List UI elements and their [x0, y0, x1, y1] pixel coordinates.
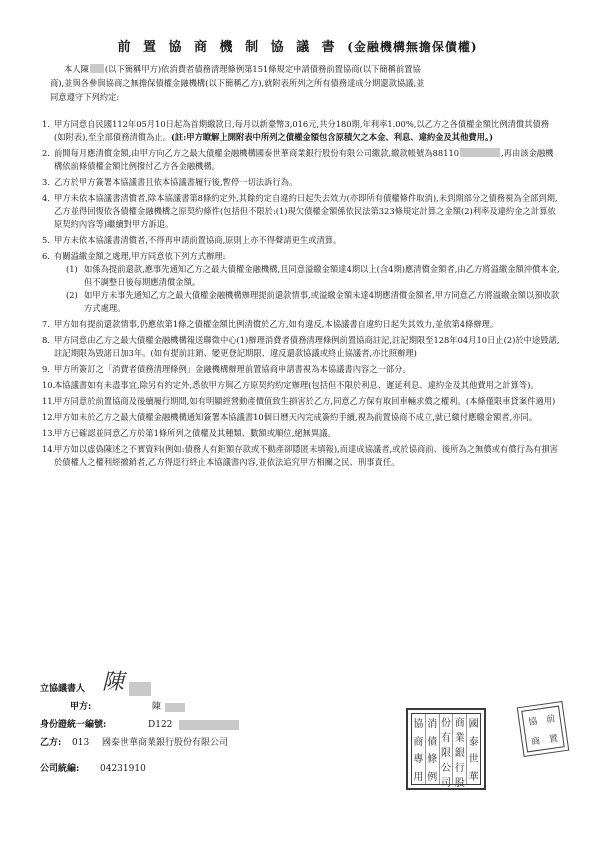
stamp-glyph: 例	[427, 771, 438, 783]
id-row	[40, 716, 420, 734]
stamp-glyph: 限	[441, 748, 451, 759]
clause-12	[42, 411, 560, 424]
intro-line2: 商),並與各參與協商之無擔保債權金融機構(以下簡稱乙方),就附表所列之所有債務達成分期還款協議,並	[50, 78, 425, 88]
clause-7	[42, 318, 560, 331]
redacted-id	[179, 720, 239, 730]
clause-2	[42, 147, 560, 173]
stamp-glyph: 商	[413, 736, 424, 748]
clause-text: 甲方如以虛偽陳述之不實資料(例如:債務人有鉅額存款或不動產卻隱匿未填報),而達成協議者,或於協商前、後所為之無償或有償行為有損害於債權人之權利經撤銷者,乙方得逕行終止本協議書內容,並依法追究甲方相關之民、刑事責任。	[54, 444, 559, 467]
signer-label: 立協議書人	[40, 684, 86, 694]
clause-text: 甲方同意於前置協商及後續履行期間,如有明顯經營動產價值致生損害於乙方,同意乙方保有取回車輛求償之權利。(本條僅限車貸案件適用)	[54, 396, 556, 406]
stamp-glyph: 有	[441, 733, 451, 744]
clause-number: 12.	[42, 412, 56, 422]
clause-10	[42, 379, 560, 392]
stamp-glyph: 司	[441, 778, 451, 789]
stamp-glyph: 公	[441, 763, 451, 774]
document-title	[0, 36, 595, 55]
intro-line1-a: 本人陳	[64, 64, 89, 74]
clause-4	[42, 192, 560, 231]
party-b-row	[40, 734, 420, 752]
clause-text: 甲方如有提前還款情事,仍應依第1條之債權金額比例清償於乙方,如有違反,本協議書自違約日起失其效力,並依第4條辦理。	[54, 319, 499, 329]
party-b-name: 國泰世華商業銀行股份有限公司	[102, 738, 229, 748]
stamp-glyph: 前	[545, 713, 556, 725]
intro-line3: 同意遵守下列約定:	[50, 92, 120, 102]
handwritten-signature: 陳	[102, 670, 125, 695]
bank-seal-grid	[411, 713, 481, 789]
stamp-column	[412, 714, 425, 784]
clause-text: 甲方未依本協議書清償者,除本協議書第8條約定外,其餘約定自違約日起失去效力(亦即所有債權條件取消),未到期部分之債務視為全部到期,乙方並得回復依各債權金融機構之原契約條件(包括但不限於:(1)現欠債權金額係依民法第323條規定計算之金額(2)利率及違約金之計算依原契約內容等)繼續對甲方訴追。	[54, 193, 558, 229]
stamp-glyph: 銀	[454, 748, 465, 759]
clause-note: (註:甲方瞭解上開附表中所列之債權金額包含原積欠之本金、利息、違約金及其他費用。)	[170, 132, 494, 142]
clause-text: 甲方如未於乙方之最大債權金融機構通知簽署本協議書10個日曆天內完成簽約手續,視為前置協商不成立,就已繳付應繳金額者,亦同。	[54, 412, 538, 422]
clause-text: 甲方同意由乙方之最大債權金融機構報送聯徵中心(1)辦理消費者債務清理條例前置協商註記,註記期限至128年04月10日止(2)於中途毀諾,註記期限為毀諾日加3年。(如有提前註銷、變更登記期限、違反還款協議或終止協議者,亦比照辦理)	[54, 335, 560, 358]
clause-text: 前開每月應清償金額,由甲方向乙方之最大債權金融機構國泰世華商業銀行股份有限公司繳款,繳款帳號為88110	[54, 148, 460, 158]
clause-number: 7.	[42, 319, 50, 329]
company-id-label: 公司統編:	[40, 764, 80, 774]
party-a-value: 陳	[152, 702, 162, 712]
redacted-signature	[129, 682, 151, 696]
clause-text: 甲方同意自民國112年05月10日起為首期繳款日,每月以新臺幣3,016元,共分180期,年利率1.00%,以乙方之各債權金額比例清償其債務(如附表),至全部債務清償為止。	[54, 119, 550, 142]
signer-row	[40, 670, 420, 698]
stamp-glyph: 用	[413, 771, 424, 783]
sub-clause-number: (1)	[66, 264, 78, 274]
stamp-glyph: 泰	[468, 736, 479, 748]
stamp-glyph: 股	[454, 778, 465, 789]
clause-number: 2.	[42, 148, 50, 158]
company-id-row	[40, 760, 420, 778]
negotiation-seal-stamp	[517, 701, 570, 757]
clause-text: 乙方於甲方簽署本協議書且依本協議書履行後,暫停一切法訴行為。	[54, 177, 298, 187]
sub-clause-number: (2)	[66, 290, 78, 300]
clause-text: 本協議書如有未盡事宜,除另有約定外,悉依甲方與乙方原契約約定辦理(包括但不限於利息、遲延利息、違約金及其他費用之計算等)。	[54, 380, 539, 390]
redacted-party-a	[165, 703, 185, 712]
clause-14	[42, 443, 560, 469]
intro-paragraph	[50, 62, 560, 104]
stamp-glyph: 協	[527, 716, 539, 728]
clause-text: 甲方未依本協議書清償者,不得再申請前置協商,原則上亦不得聲請更生或清算。	[54, 235, 342, 245]
stamp-glyph: 協	[413, 719, 424, 731]
signature-block	[40, 670, 420, 778]
clause-number: 1.	[42, 119, 50, 129]
clause-text: 甲方所簽訂之「消費者債務清理條例」金融機構辦理前置協商申請書視為本協議書內容之一部分。	[54, 364, 411, 374]
sub-clause-1	[54, 263, 560, 289]
clause-number: 14.	[42, 444, 56, 454]
redacted-name	[90, 64, 104, 73]
title-sub: (金融機構無擔保債權)	[347, 40, 478, 54]
clause-text: 甲方已確認並同意乙方於第1條所列之債權及其種類、數額或順位,絕無異議。	[54, 428, 336, 438]
clause-number: 11.	[42, 396, 56, 406]
clause-13	[42, 427, 560, 440]
stamp-glyph: 份	[441, 718, 451, 729]
party-a-label: 甲方:	[70, 702, 92, 712]
clause-3	[42, 176, 560, 189]
clause-number: 10.	[42, 380, 56, 390]
clause-number: 5.	[42, 235, 50, 245]
clause-number: 13.	[42, 428, 56, 438]
negotiation-seal-grid	[521, 706, 564, 753]
clause-text: 有關溢繳金額之處理,甲方同意依下列方式辦理:	[54, 251, 226, 261]
sub-clause-text: 如甲方未事先通知乙方之最大債權金融機構辦理提前還款情事,或溢繳金額未達4期應清償金額者,甲方同意乙方將溢繳金額以預收款方式處理。	[84, 290, 560, 313]
clause-6	[42, 250, 560, 315]
company-id-value: 04231910	[100, 764, 146, 774]
clause-number: 4.	[42, 193, 50, 203]
bank-seal-stamp	[406, 708, 486, 790]
sub-clause-2	[54, 289, 560, 315]
stamp-glyph: 置	[548, 733, 559, 745]
stamp-glyph: 世	[468, 754, 479, 766]
id-label: 身份證統一編號:	[40, 720, 107, 730]
id-value: D122	[148, 720, 173, 730]
stamp-glyph: 專	[413, 754, 424, 766]
stamp-glyph: 商	[454, 718, 465, 729]
intro-line1-b: (以下簡稱甲方)依消費者債務清理條例第151條規定申請債務前置協商(以下簡稱前置協	[104, 64, 421, 74]
clause-number: 6.	[42, 251, 50, 261]
stamp-glyph: 條	[427, 754, 438, 766]
stamp-column	[439, 714, 453, 789]
sub-clause-text: 如係為提前還款,應事先通知乙方之最大債權金融機構,且同意溢繳金額達4期以上(含4期)應清償金額者,由乙方將溢繳金額沖償本金,但不調整日後每期應清償金額。	[84, 264, 560, 287]
stamp-glyph: 華	[468, 771, 479, 783]
clause-text-cont: ,再由該金融機構依前條債權金額比例撥付乙方各金融機構。	[54, 148, 554, 171]
clause-11	[42, 395, 560, 408]
stamp-glyph: 商	[530, 736, 541, 748]
clause-1	[42, 118, 560, 144]
clause-number: 3.	[42, 177, 50, 187]
stamp-column	[452, 714, 466, 789]
clause-number: 9.	[42, 364, 50, 374]
party-b-label: 乙方:	[40, 738, 62, 748]
stamp-column	[466, 714, 480, 784]
stamp-glyph: 國	[468, 719, 479, 731]
stamp-column	[425, 714, 439, 784]
title-main: 前 置 協 商 機 制 協 議 書	[117, 40, 339, 55]
clause-list	[42, 118, 560, 472]
party-a-row	[40, 698, 420, 716]
stamp-glyph: 債	[427, 736, 438, 748]
redacted-account	[460, 148, 500, 157]
clause-8	[42, 334, 560, 360]
stamp-glyph: 消	[427, 719, 438, 731]
party-b-code: 013	[72, 738, 90, 748]
stamp-glyph: 行	[454, 763, 465, 774]
stamp-glyph: 業	[454, 733, 465, 744]
clause-9	[42, 363, 560, 376]
clause-5	[42, 234, 560, 247]
clause-number: 8.	[42, 335, 50, 345]
